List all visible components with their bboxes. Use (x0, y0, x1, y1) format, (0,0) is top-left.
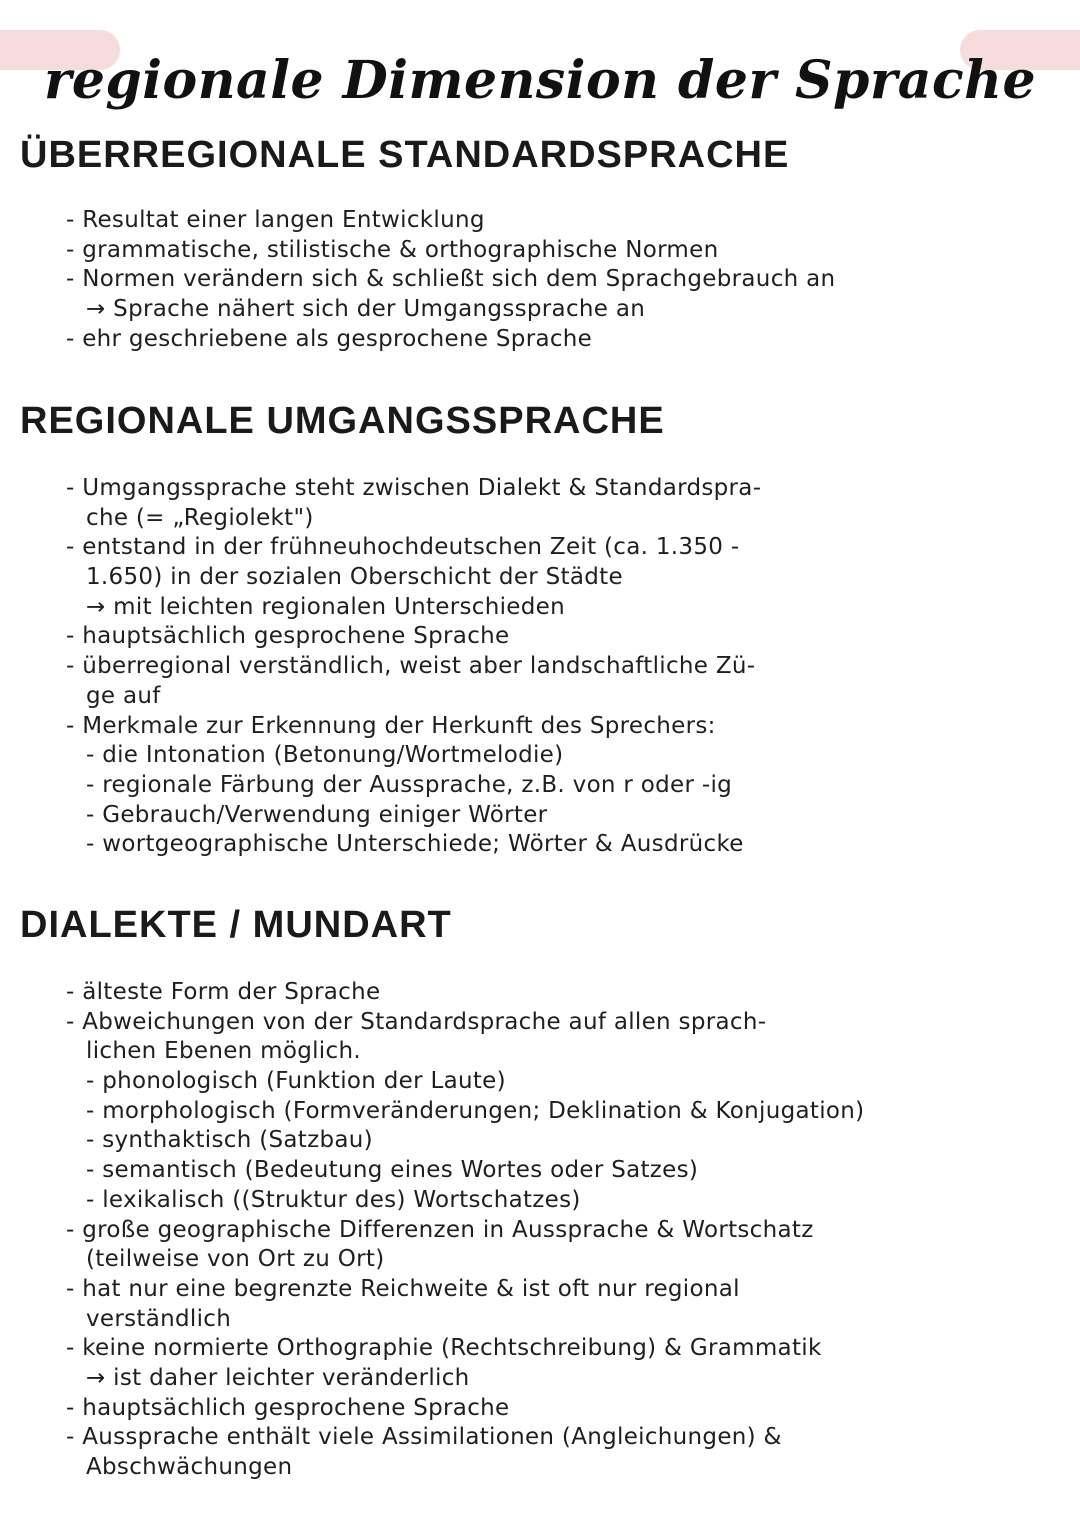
note-line: ge auf (86, 682, 161, 709)
note-line: - morphologisch (Formveränderungen; Deklination & Konjugation) (86, 1097, 865, 1124)
note-line: - große geographische Differenzen in Aussprache & Wortschatz (66, 1216, 814, 1243)
note-line: - Normen verändern sich & schließt sich dem Sprachgebrauch an (66, 266, 836, 293)
note-line: - Gebrauch/Verwendung einiger Wörter (86, 801, 548, 828)
note-line: - hauptsächlich gesprochene Sprache (66, 1394, 510, 1421)
note-line: lichen Ebenen möglich. (86, 1038, 361, 1065)
note-line: (teilweise von Ort zu Ort) (86, 1246, 385, 1273)
note-line: - Umgangssprache steht zwischen Dialekt & Standardspra- (66, 475, 762, 501)
note-line: - entstand in der frühneuhochdeutschen Zeit (ca. 1.350 - (66, 534, 740, 561)
note-line: - phonologisch (Funktion der Laute) (86, 1068, 506, 1095)
note-line: - Resultat einer langen Entwicklung (66, 207, 485, 233)
note-line: - synthaktisch (Satzbau) (86, 1127, 373, 1154)
note-line: che (= „Regiolekt") (86, 504, 314, 531)
note-line: - die Intonation (Betonung/Wortmelodie) (86, 742, 564, 769)
note-line: → Sprache nähert sich der Umgangssprache an (86, 296, 646, 323)
section-list-standardsprache (0, 206, 835, 354)
section-list-dialekte (0, 978, 864, 1483)
note-line: verständlich (86, 1305, 232, 1332)
note-line: - Merkmale zur Erkennung der Herkunft des Sprechers: (66, 712, 716, 739)
note-line: 1.650) in der sozialen Oberschicht der Städte (86, 564, 623, 591)
note-line: - grammatische, stilistische & orthographische Normen (66, 236, 719, 263)
note-line: - hauptsächlich gesprochene Sprache (66, 623, 510, 650)
note-line: - Abweichungen von der Standardsprache auf allen sprach- (66, 1008, 767, 1035)
page-title: regionale Dimension der Sprache (43, 49, 1037, 111)
note-line: - lexikalisch ((Struktur des) Wortschatzes) (86, 1186, 581, 1213)
note-line: - Aussprache enthält viele Assimilationen (Angleichungen) & (66, 1424, 782, 1451)
note-line: - semantisch (Bedeutung eines Wortes oder Satzes) (86, 1157, 699, 1184)
note-line: → mit leichten regionalen Unterschieden (86, 593, 565, 620)
note-line: Abschwächungen (86, 1454, 293, 1480)
note-line: - überregional verständlich, weist aber landschaftliche Zü- (66, 653, 756, 680)
note-line: → ist daher leichter veränderlich (86, 1364, 470, 1391)
note-line: - wortgeographische Unterschiede; Wörter & Ausdrücke (86, 831, 744, 858)
note-line: - keine normierte Orthographie (Rechtschreibung) & Grammatik (66, 1335, 822, 1362)
section-heading-umgangssprache: REGIONALE UMGANGSSPRACHE (20, 400, 665, 442)
section-list-umgangssprache (0, 474, 761, 860)
note-line: - regionale Färbung der Aussprache, z.B. von r oder -ig (86, 771, 733, 798)
section-heading-standardsprache: ÜBERREGIONALE STANDARDSPRACHE (20, 134, 790, 176)
note-line: - hat nur eine begrenzte Reichweite & ist oft nur regional (66, 1275, 740, 1302)
note-line: - älteste Form der Sprache (66, 979, 381, 1005)
note-line: - ehr geschriebene als gesprochene Sprache (66, 325, 593, 352)
section-heading-dialekte: DIALEKTE / MUNDART (20, 904, 452, 946)
